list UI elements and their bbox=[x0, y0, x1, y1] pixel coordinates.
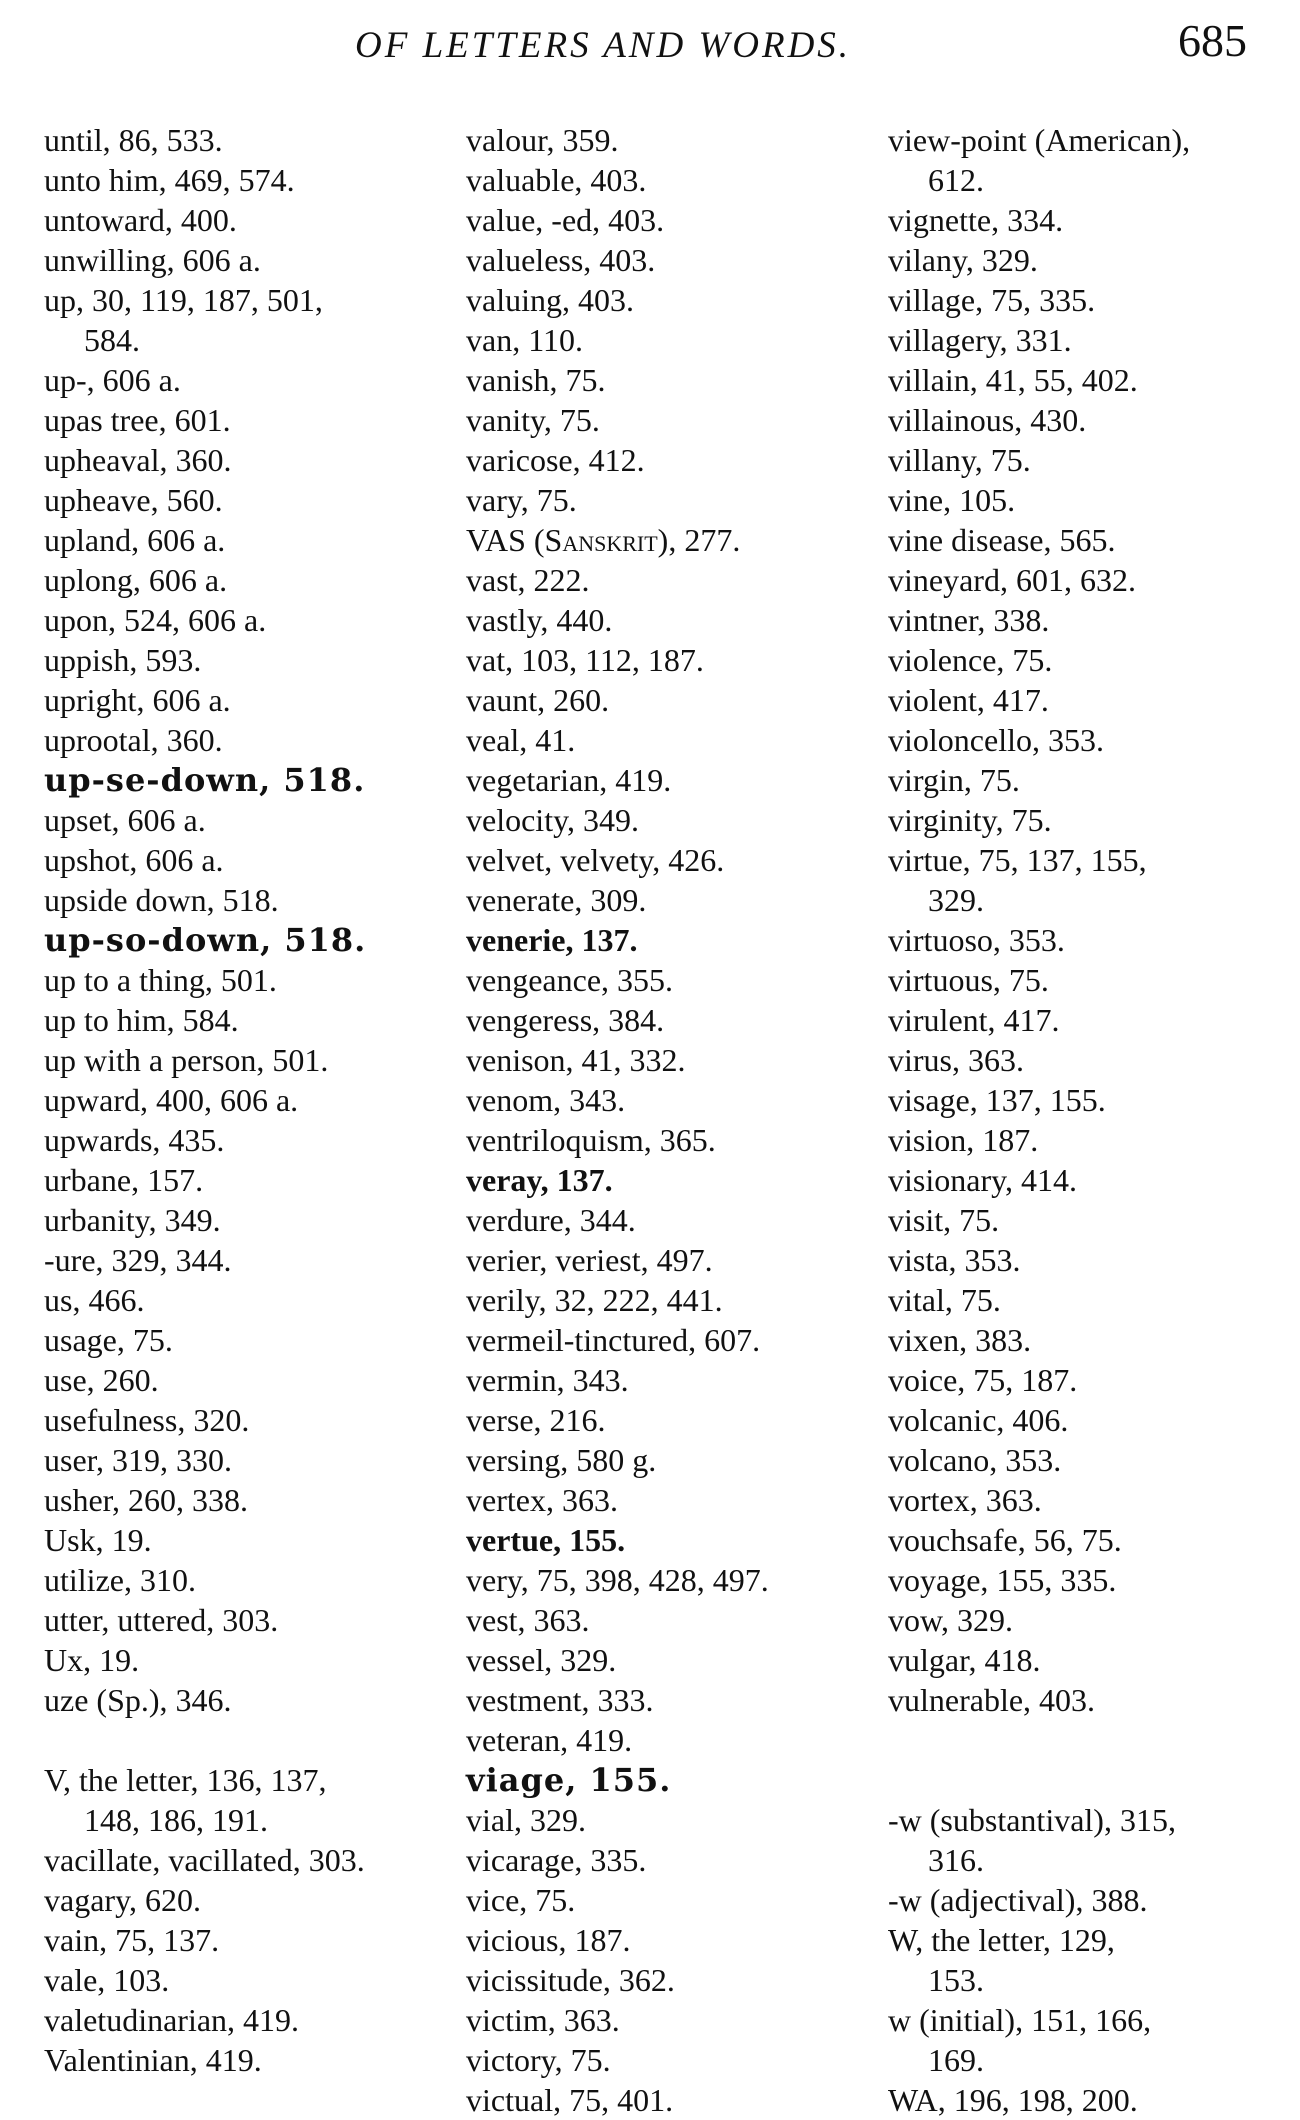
index-entry: velocity, 349. bbox=[466, 802, 639, 838]
index-entry: virgin, 75. bbox=[888, 762, 1020, 798]
index-entry: vice, 75. bbox=[466, 1882, 576, 1918]
index-entry: vineyard, 601, 632. bbox=[888, 562, 1136, 598]
running-title: OF LETTERS AND WORDS. bbox=[355, 25, 852, 66]
index-entry: vista, 353. bbox=[888, 1242, 1021, 1278]
index-entry: up to him, 584. bbox=[44, 1002, 239, 1038]
index-entry-continuation: 612. bbox=[928, 162, 984, 198]
index-entry: victory, 75. bbox=[466, 2042, 611, 2078]
index-entry: user, 319, 330. bbox=[44, 1442, 233, 1478]
index-entry: venison, 41, 332. bbox=[466, 1042, 686, 1078]
index-entry: unto him, 469, 574. bbox=[44, 162, 295, 198]
page-number: 685 bbox=[1178, 15, 1247, 66]
index-entry: visage, 137, 155. bbox=[888, 1082, 1106, 1118]
index-entry: villain, 41, 55, 402. bbox=[888, 362, 1138, 398]
index-entry: uprootal, 360. bbox=[44, 722, 223, 758]
index-entry: veteran, 419. bbox=[466, 1722, 633, 1758]
section-gap bbox=[44, 1720, 444, 1760]
index-entry: volcano, 353. bbox=[888, 1442, 1062, 1478]
index-entry: -w (adjectival), 388. bbox=[888, 1882, 1148, 1918]
index-entry: up, 30, 119, 187, 501, bbox=[44, 282, 323, 318]
index-entry: utilize, 310. bbox=[44, 1562, 196, 1598]
index-entry: upside down, 518. bbox=[44, 882, 279, 918]
index-entry: usage, 75. bbox=[44, 1322, 173, 1358]
index-entry: ventriloquism, 365. bbox=[466, 1122, 716, 1158]
index-entry: vow, 329. bbox=[888, 1602, 1014, 1638]
index-entry: valetudinarian, 419. bbox=[44, 2002, 300, 2038]
index-entry: virus, 363. bbox=[888, 1042, 1024, 1078]
index-entry: vine disease, 565. bbox=[888, 522, 1116, 558]
index-entry: W, the letter, 129, bbox=[888, 1922, 1115, 1958]
section-gap bbox=[888, 1760, 1288, 1800]
index-entry: vicissitude, 362. bbox=[466, 1962, 675, 1998]
index-entry: vanity, 75. bbox=[466, 402, 600, 438]
index-entry: vanish, 75. bbox=[466, 362, 606, 398]
index-entry: violent, 417. bbox=[888, 682, 1049, 718]
index-entry: visionary, 414. bbox=[888, 1162, 1078, 1198]
index-entry: usefulness, 320. bbox=[44, 1402, 250, 1438]
index-entry: viage, 155. bbox=[466, 1761, 672, 1799]
index-entry: vine, 105. bbox=[888, 482, 1016, 518]
index-entry-continuation: 584. bbox=[84, 322, 140, 358]
index-entry: up with a person, 501. bbox=[44, 1042, 329, 1078]
index-entry: vat, 103, 112, 187. bbox=[466, 642, 704, 678]
index-entry: vertex, 363. bbox=[466, 1482, 618, 1518]
index-entry: uze (Sp.), 346. bbox=[44, 1682, 232, 1718]
index-entry: victim, 363. bbox=[466, 2002, 620, 2038]
index-entry: valuing, 403. bbox=[466, 282, 634, 318]
index-entry: VAS (Sanskrit), 277. bbox=[466, 522, 741, 558]
index-entry: Usk, 19. bbox=[44, 1522, 152, 1558]
index-entry: veal, 41. bbox=[466, 722, 576, 758]
index-entry: upas tree, 601. bbox=[44, 402, 231, 438]
index-entry: visit, 75. bbox=[888, 1202, 1000, 1238]
index-entry: upwards, 435. bbox=[44, 1122, 225, 1158]
index-entry: upset, 606 a. bbox=[44, 802, 206, 838]
index-entry: volcanic, 406. bbox=[888, 1402, 1069, 1438]
index-entry: vulgar, 418. bbox=[888, 1642, 1041, 1678]
index-entry: urbanity, 349. bbox=[44, 1202, 221, 1238]
index-entry: us, 466. bbox=[44, 1282, 145, 1318]
index-entry: vortex, 363. bbox=[888, 1482, 1042, 1518]
index-entry: vermin, 343. bbox=[466, 1362, 629, 1398]
index-entry: use, 260. bbox=[44, 1362, 159, 1398]
index-entry: view-point (American), bbox=[888, 122, 1191, 158]
index-entry: valour, 359. bbox=[466, 122, 619, 158]
index-column-1 bbox=[44, 120, 444, 2080]
index-entry: up-so-down, 518. bbox=[44, 921, 367, 959]
index-entry-continuation: 169. bbox=[928, 2042, 984, 2078]
index-entry: valueless, 403. bbox=[466, 242, 656, 278]
index-entry: vestment, 333. bbox=[466, 1682, 654, 1718]
index-entry: vicarage, 335. bbox=[466, 1842, 647, 1878]
index-entry: virginity, 75. bbox=[888, 802, 1052, 838]
index-entry: WA, 196, 198, 200. bbox=[888, 2082, 1138, 2118]
index-entry: valuable, 403. bbox=[466, 162, 647, 198]
index-entry: vacillate, vacillated, 303. bbox=[44, 1842, 365, 1878]
index-entry: uppish, 593. bbox=[44, 642, 202, 678]
index-entry: upright, 606 a. bbox=[44, 682, 231, 718]
index-entry: village, 75, 335. bbox=[888, 282, 1096, 318]
index-entry: violence, 75. bbox=[888, 642, 1053, 678]
index-entry: -ure, 329, 344. bbox=[44, 1242, 232, 1278]
index-entry: uplong, 606 a. bbox=[44, 562, 228, 598]
index-entry: veray, 137. bbox=[466, 1162, 613, 1198]
index-entry: vast, 222. bbox=[466, 562, 590, 598]
index-entry: up-, 606 a. bbox=[44, 362, 181, 398]
index-entry: voyage, 155, 335. bbox=[888, 1562, 1117, 1598]
index-entry: vastly, 440. bbox=[466, 602, 613, 638]
index-entry: verier, veriest, 497. bbox=[466, 1242, 713, 1278]
index-entry: vulnerable, 403. bbox=[888, 1682, 1096, 1718]
index-entry: versing, 580 g. bbox=[466, 1442, 657, 1478]
index-entry: upshot, 606 a. bbox=[44, 842, 224, 878]
index-entry: vest, 363. bbox=[466, 1602, 590, 1638]
index-entry: vouchsafe, 56, 75. bbox=[888, 1522, 1122, 1558]
index-entry: velvet, velvety, 426. bbox=[466, 842, 725, 878]
index-entry: value, -ed, 403. bbox=[466, 202, 665, 238]
index-entry-continuation: 148, 186, 191. bbox=[84, 1802, 268, 1838]
index-entry: verse, 216. bbox=[466, 1402, 606, 1438]
index-entry: upheave, 560. bbox=[44, 482, 223, 518]
index-entry: upward, 400, 606 a. bbox=[44, 1082, 299, 1118]
index-entry: vermeil-tinctured, 607. bbox=[466, 1322, 761, 1358]
index-entry: upon, 524, 606 a. bbox=[44, 602, 267, 638]
index-entry: vessel, 329. bbox=[466, 1642, 617, 1678]
index-entry: upland, 606 a. bbox=[44, 522, 226, 558]
index-entry: vary, 75. bbox=[466, 482, 577, 518]
index-entry: vintner, 338. bbox=[888, 602, 1050, 638]
index-entry-continuation: 329. bbox=[928, 882, 984, 918]
index-entry: venerie, 137. bbox=[466, 922, 638, 958]
index-entry: vision, 187. bbox=[888, 1122, 1039, 1158]
index-entry: vignette, 334. bbox=[888, 202, 1064, 238]
index-column-2 bbox=[466, 120, 866, 2120]
index-entry: villainous, 430. bbox=[888, 402, 1087, 438]
index-entry: violoncello, 353. bbox=[888, 722, 1104, 758]
index-entry: unwilling, 606 a. bbox=[44, 242, 261, 278]
index-entry: up to a thing, 501. bbox=[44, 962, 277, 998]
index-entry: vertue, 155. bbox=[466, 1522, 626, 1558]
index-entry: varicose, 412. bbox=[466, 442, 645, 478]
index-entry: victual, 75, 401. bbox=[466, 2082, 674, 2118]
index-entry: very, 75, 398, 428, 497. bbox=[466, 1562, 769, 1598]
index-entry: up-se-down, 518. bbox=[44, 761, 366, 799]
index-entry: Ux, 19. bbox=[44, 1642, 140, 1678]
index-entry: vengeance, 355. bbox=[466, 962, 674, 998]
index-entry: -w (substantival), 315, bbox=[888, 1802, 1176, 1838]
index-entry: untoward, 400. bbox=[44, 202, 237, 238]
index-entry: voice, 75, 187. bbox=[888, 1362, 1078, 1398]
index-entry: vain, 75, 137. bbox=[44, 1922, 220, 1958]
index-entry: verdure, 344. bbox=[466, 1202, 636, 1238]
index-entry: vial, 329. bbox=[466, 1802, 586, 1838]
index-entry: urbane, 157. bbox=[44, 1162, 204, 1198]
index-entry-continuation: 316. bbox=[928, 1842, 984, 1878]
index-entry: virtue, 75, 137, 155, bbox=[888, 842, 1147, 878]
index-entry: vicious, 187. bbox=[466, 1922, 631, 1958]
index-entry-continuation: 153. bbox=[928, 1962, 984, 1998]
index-entry: virtuous, 75. bbox=[888, 962, 1049, 998]
index-entry: usher, 260, 338. bbox=[44, 1482, 249, 1518]
index-entry: vengeress, 384. bbox=[466, 1002, 665, 1038]
index-entry: upheaval, 360. bbox=[44, 442, 232, 478]
index-entry: vale, 103. bbox=[44, 1962, 170, 1998]
index-entry: venom, 343. bbox=[466, 1082, 626, 1118]
index-entry: w (initial), 151, 166, bbox=[888, 2002, 1152, 2038]
index-entry: vilany, 329. bbox=[888, 242, 1038, 278]
index-entry: vixen, 383. bbox=[888, 1322, 1032, 1358]
index-entry: van, 110. bbox=[466, 322, 584, 358]
index-entry: virulent, 417. bbox=[888, 1002, 1060, 1038]
index-entry: villagery, 331. bbox=[888, 322, 1072, 358]
running-header bbox=[0, 14, 1300, 74]
index-entry: V, the letter, 136, 137, bbox=[44, 1762, 327, 1798]
index-entry: vital, 75. bbox=[888, 1282, 1001, 1318]
index-entry: villany, 75. bbox=[888, 442, 1031, 478]
index-entry: utter, uttered, 303. bbox=[44, 1602, 279, 1638]
index-entry: verily, 32, 222, 441. bbox=[466, 1282, 723, 1318]
index-entry: venerate, 309. bbox=[466, 882, 647, 918]
index-entry: vaunt, 260. bbox=[466, 682, 610, 718]
index-entry: virtuoso, 353. bbox=[888, 922, 1065, 958]
index-entry: vagary, 620. bbox=[44, 1882, 201, 1918]
index-entry: until, 86, 533. bbox=[44, 122, 223, 158]
index-entry: Valentinian, 419. bbox=[44, 2042, 262, 2078]
index-column-3 bbox=[888, 120, 1288, 2120]
section-gap bbox=[888, 1720, 1288, 1760]
index-entry: vegetarian, 419. bbox=[466, 762, 672, 798]
